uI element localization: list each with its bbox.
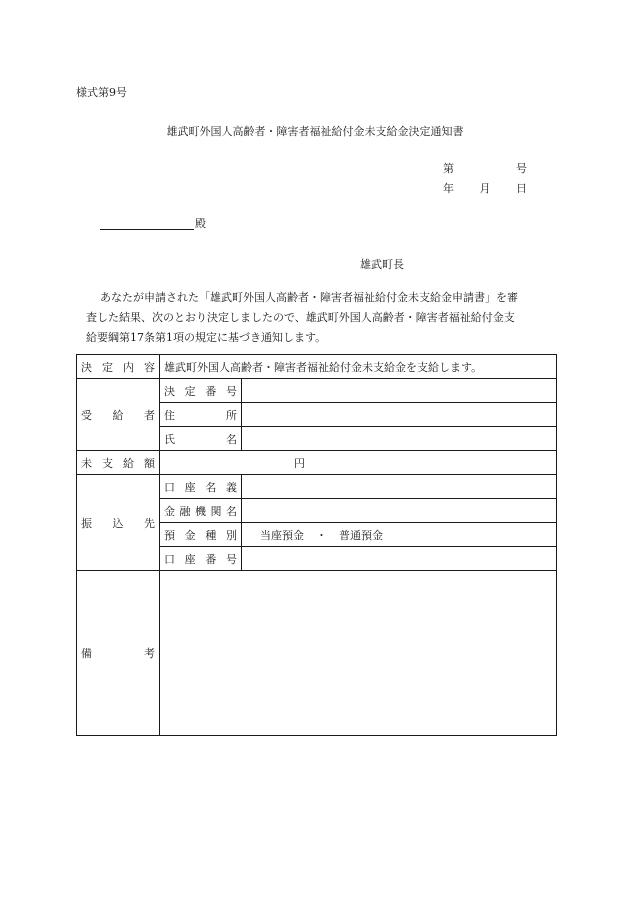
deposit-ordinary-option[interactable]: 普通預金 — [339, 528, 383, 542]
recipient-label: 受給者 — [77, 379, 160, 451]
notice-line-2: 査した結果、次のとおり決定しましたので、雄武町外国人高齢者・障害者福祉給付金支 — [86, 311, 515, 324]
decision-number-label: 決定番号 — [160, 379, 242, 403]
row-decision — [77, 355, 557, 379]
name-field[interactable] — [242, 427, 557, 451]
transfer-label: 振込先 — [77, 475, 160, 571]
number-suffix: 号 — [516, 162, 527, 175]
row-decision-number — [77, 379, 557, 403]
addressee-name-line — [100, 229, 194, 230]
account-number-field[interactable] — [242, 547, 557, 571]
account-holder-label: 口座名義 — [160, 475, 242, 499]
deposit-current-option[interactable]: 当座預金 — [260, 528, 304, 542]
addressee-honorific: 殿 — [195, 217, 206, 230]
document-title: 雄武町外国人高齢者・障害者福祉給付金未支給金決定通知書 — [166, 125, 464, 138]
yen-unit: 円 — [294, 456, 305, 470]
notice-line-1: あなたが申請された「雄武町外国人高齢者・障害者福祉給付金未支給金申請書」を審 — [100, 291, 518, 304]
addressee — [100, 214, 208, 230]
date-month: 月 — [479, 182, 491, 195]
date-year: 年 — [443, 182, 454, 195]
row-remarks — [77, 571, 557, 736]
deposit-separator: ・ — [316, 528, 327, 542]
decision-number-field[interactable] — [242, 379, 557, 403]
decision-table — [76, 354, 557, 736]
amount-label: 未支給額 — [77, 451, 160, 475]
date-day: 日 — [516, 182, 527, 195]
name-label: 氏名 — [160, 427, 242, 451]
amount-field[interactable] — [160, 451, 557, 475]
bank-label: 金融機関名 — [160, 499, 242, 523]
form-number: 様式第9号 — [76, 86, 127, 99]
issuer: 雄武町長 — [360, 258, 404, 271]
remarks-field[interactable] — [160, 571, 557, 736]
remarks-label: 備考 — [77, 571, 160, 736]
address-field[interactable] — [242, 403, 557, 427]
date-line — [443, 180, 527, 196]
bank-field[interactable] — [242, 499, 557, 523]
number-prefix: 第 — [443, 162, 454, 175]
row-account-holder — [77, 475, 557, 499]
deposit-type-field[interactable] — [242, 523, 557, 547]
account-holder-field[interactable] — [242, 475, 557, 499]
address-label: 住所 — [160, 403, 242, 427]
decision-value: 雄武町外国人高齢者・障害者福祉給付金未支給金を支給します。 — [160, 355, 557, 379]
document-number-line — [443, 160, 527, 176]
decision-label: 決定内容 — [77, 355, 160, 379]
notice-body — [86, 288, 556, 348]
deposit-type-label: 預金種別 — [160, 523, 242, 547]
row-amount — [77, 451, 557, 475]
account-number-label: 口座番号 — [160, 547, 242, 571]
notice-line-3: 給要綱第17条第1項の規定に基づき通知します。 — [86, 331, 327, 344]
